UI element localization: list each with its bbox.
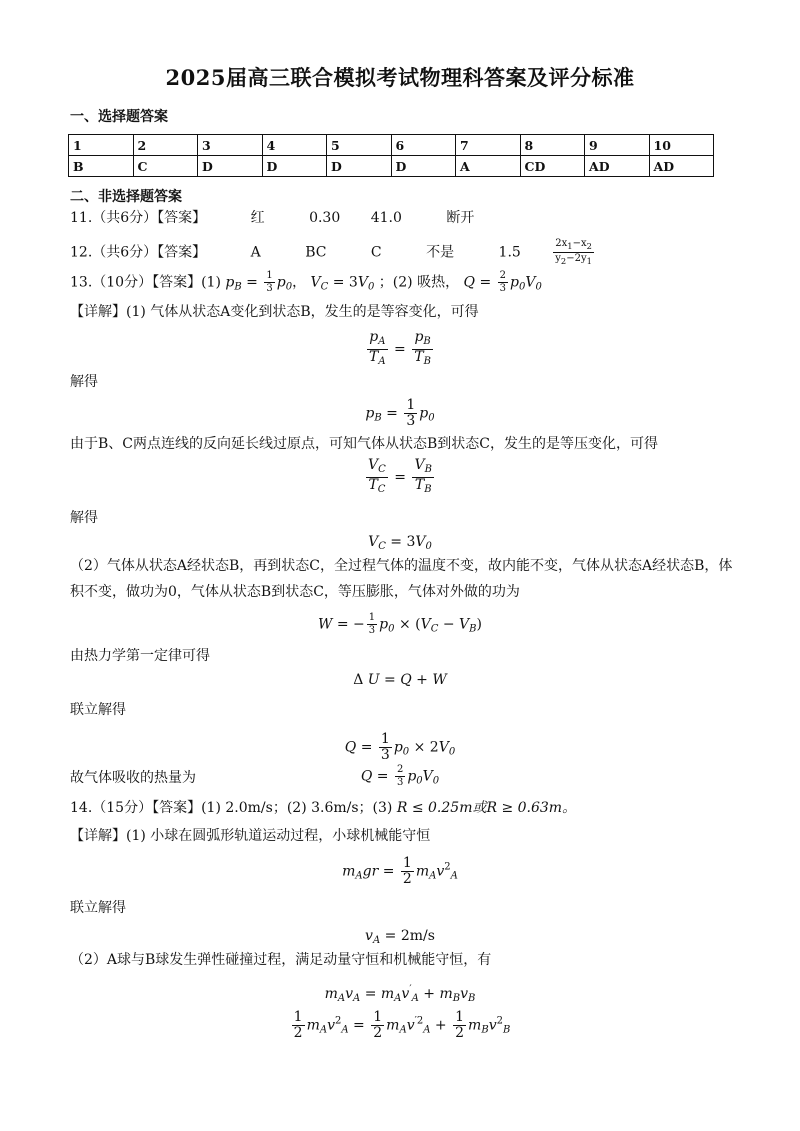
- q12-answer-2: BC: [305, 244, 327, 261]
- q12-prefix: 12.（共6分）【答案】: [70, 244, 207, 261]
- q13-answer-line: 13.（10分）【答案】(1) $p_B$ = $\frac{1}{3}$ $p_0$， $V_C = 3V_0$ ；(2) 吸热， Q = $\frac{2}{3}$ $p_0V_0$: [70, 270, 542, 294]
- q13-prefix: 13.（10分）【答案】(1): [70, 274, 226, 291]
- section-nonchoice-heading: 二、非选择题答案: [70, 189, 182, 205]
- q12-answer-line: [70, 238, 596, 267]
- table-cell: 2: [133, 135, 198, 156]
- q13-part2: ；(2) 吸热，: [378, 274, 460, 291]
- q13-eq-work: W = − $\frac{1}{3}$ $p_0 \times (V_C - V_B)$: [318, 612, 482, 636]
- q13-jiede-1: 解得: [70, 374, 98, 390]
- q14-eq-va: $v_A = 2m/s$: [365, 928, 435, 946]
- table-cell: CD: [520, 156, 585, 177]
- q11-answer-3: 41.0: [370, 210, 402, 226]
- q14-answer-3: R ≤ 0.25m或R ≥ 0.63m。: [396, 800, 577, 816]
- section-choice-heading: 一、选择题答案: [70, 109, 168, 125]
- q12-answer-3: C: [370, 244, 382, 261]
- q13-eq-isobaric: $\frac{V_C}{T_C}$ = $\frac{V_B}{T_B}$: [368, 457, 432, 495]
- table-cell: 1: [69, 135, 134, 156]
- q13-lianli: 联立解得: [70, 702, 126, 718]
- q11-answer-line: [70, 208, 474, 228]
- q14-va-value: 2m/s: [400, 928, 435, 944]
- table-cell: C: [133, 156, 198, 177]
- table-cell: 7: [456, 135, 521, 156]
- q14-detail-1: 【详解】(1) 小球在圆弧形轨道运动过程，小球机械能守恒: [70, 828, 431, 844]
- q12-formula: $\frac{2x_1-x_2}{y_2-2y_1}$: [555, 238, 592, 266]
- table-cell: D: [391, 156, 456, 177]
- q14-eq-energy: $m_Agr$ = $\frac{1}{2}$ $m_Av^2_A$: [342, 855, 458, 887]
- q14-eq-momentum: $m_Av_A = m_Av'_A + m_Bv_B$: [324, 984, 476, 1004]
- q13-eq-pb: $p_B$ = $\frac{1}{3}$ $p_0$: [365, 397, 435, 429]
- q14-lianli: 联立解得: [70, 900, 126, 916]
- table-cell: 10: [649, 135, 714, 156]
- table-cell: 8: [520, 135, 585, 156]
- q13-detail-2: 由于B、C两点连线的反向延长线过原点，可知气体从状态B到状态C，发生的是等压变化，可得: [70, 436, 658, 452]
- q12-answer-5: 1.5: [498, 244, 521, 261]
- q11-answer-1: 红: [250, 210, 265, 226]
- q14-answer-line: [70, 798, 576, 818]
- q11-answer-4: 断开: [446, 210, 475, 226]
- q13-detail-3a: （2）气体从状态A经状态B，再到状态C，全过程气体的温度不变，故内能不变，气体从状态A经状态B，体: [70, 558, 733, 574]
- table-cell: D: [262, 156, 327, 177]
- table-cell: B: [69, 156, 134, 177]
- table-cell: 6: [391, 135, 456, 156]
- q14-part2: ；(2) 3.6m/s；(3): [272, 800, 393, 816]
- page-title: 2025届高三联合模拟考试物理科答案及评分标准: [165, 65, 635, 90]
- table-cell: A: [456, 156, 521, 177]
- q14-answer-1: 2.0m/s: [225, 800, 273, 816]
- q13-eq-q: Q = $\frac{1}{3}$ $p_0 \times 2V_0$: [344, 731, 456, 763]
- table-cell: AD: [649, 156, 714, 177]
- table-cell: 5: [327, 135, 392, 156]
- q13-detail-1: 【详解】(1) 气体从状态A变化到状态B，发生的是等容变化，可得: [70, 304, 479, 320]
- q14-prefix: 14.（15分）【答案】(1): [70, 800, 221, 816]
- q14-eq-kinetic: $\frac{1}{2}$ $m_Av^2_A$ = $\frac{1}{2}$ $m_Av^{'2}_A$ + $\frac{1}{2}$ $m_Bv^2_B$: [293, 1009, 511, 1041]
- table-cell: D: [327, 156, 392, 177]
- q13-conclusion: 故气体吸收的热量为: [70, 770, 196, 786]
- q12-answer-1: A: [250, 244, 261, 261]
- q13-jiede-2: 解得: [70, 510, 98, 526]
- q11-prefix: 11.（共6分）【答案】: [70, 210, 207, 226]
- q13-eq-vc: $V_C = 3V_0$: [368, 534, 432, 552]
- table-cell: AD: [585, 156, 650, 177]
- q14-detail-2: （2）A球与B球发生弹性碰撞过程，满足动量守恒和机械能守恒，有: [70, 952, 492, 968]
- q12-answer-4: 不是: [426, 244, 455, 261]
- q13-eq-q-final: Q = $\frac{2}{3}$ $p_0V_0$: [360, 764, 440, 788]
- q13-eq-first-law: Δ U = Q + W: [353, 672, 447, 688]
- q13-law: 由热力学第一定律可得: [70, 648, 210, 664]
- table-cell: 9: [585, 135, 650, 156]
- choice-answer-table: [68, 134, 714, 177]
- table-cell: 3: [198, 135, 263, 156]
- q13-eq-isochoric: $\frac{p_A}{T_A}$ = $\frac{p_B}{T_B}$: [369, 329, 431, 367]
- table-cell: 4: [262, 135, 327, 156]
- table-cell: D: [198, 156, 263, 177]
- q13-detail-3b: 积不变，做功为0，气体从状态B到状态C，等压膨胀，气体对外做的功为: [70, 584, 520, 600]
- q11-answer-2: 0.30: [309, 210, 341, 226]
- table-row-numbers: [69, 135, 714, 156]
- table-row-answers: [69, 156, 714, 177]
